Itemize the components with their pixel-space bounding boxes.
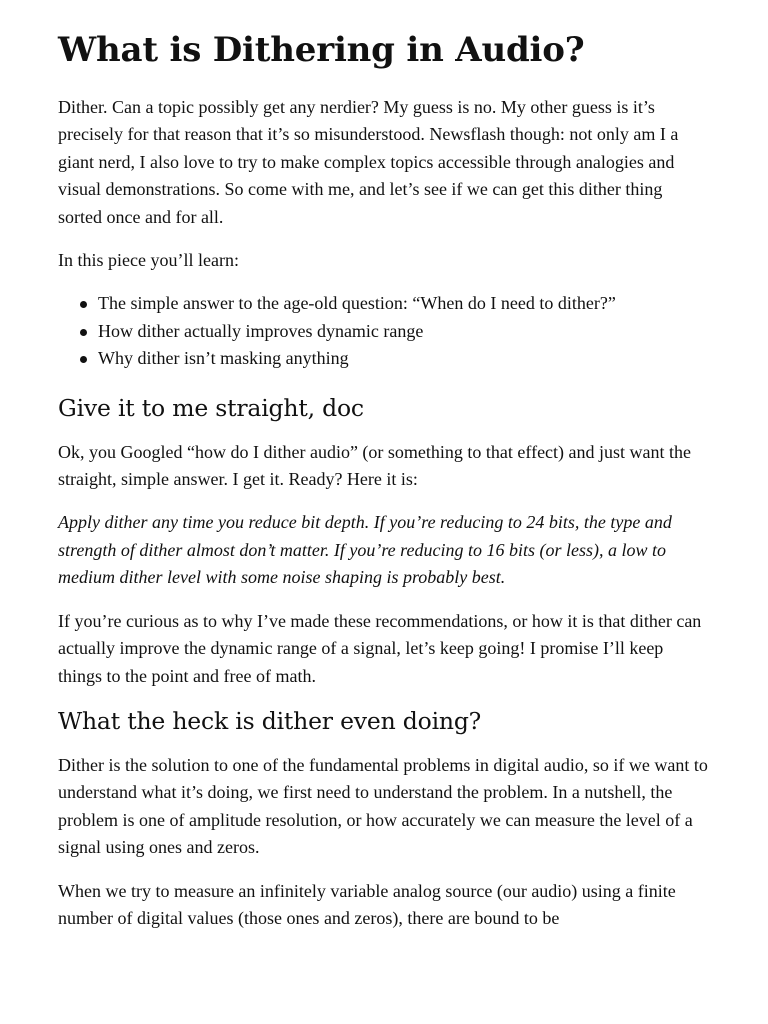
- bullet-icon: [80, 301, 87, 308]
- list-item-text: The simple answer to the age-old question: “When do I need to dither?”: [98, 293, 616, 314]
- intro-paragraph: Dither. Can a topic possibly get any nerdier? My guess is no. My other guess is it’s precisely for that reason that it’s so misunderstood. Newsflash though: not only am I a giant nerd, I also love to try to make complex topics accessible through analogies and visual demonstrations. So come with me, and let’s see if we can get this dither thing sorted once and for all.: [58, 97, 679, 227]
- page-title: What is Dithering in Audio?: [58, 30, 585, 70]
- section2-paragraph-2: When we try to measure an infinitely variable analog source (our audio) using a finite number of digital values (those ones and zeros), there are bound to be: [58, 880, 676, 928]
- list-item: [80, 318, 710, 345]
- bullet-icon: [80, 356, 87, 363]
- learn-list: [58, 290, 710, 372]
- section-heading-what-dither-does: What the heck is dither even doing?: [58, 706, 482, 735]
- bullet-icon: [80, 329, 87, 336]
- list-item: [80, 345, 710, 372]
- list-item: [80, 290, 710, 317]
- list-item-text: How dither actually improves dynamic range: [98, 320, 424, 341]
- section1-paragraph-1: Ok, you Googled “how do I dither audio” (or something to that effect) and just want the straight, simple answer. I get it. Ready? Here it is:: [58, 441, 692, 490]
- section1-paragraph-2: If you’re curious as to why I’ve made these recommendations, or how it is that dither can actually improve the dynamic range of a signal, let’s keep going! I promise I’ll keep things to the point and free of math.: [58, 610, 702, 686]
- list-item-text: Why dither isn’t masking anything: [98, 348, 349, 369]
- recommendation-quote: Apply dither any time you reduce bit depth. If you’re reducing to 24 bits, the type and strength of dither almost don’t matter. If you’re reducing to 16 bits (or less), a low to medium dither level with some noise shaping is probably best.: [58, 512, 672, 588]
- learn-lead: In this piece you’ll learn:: [58, 250, 239, 271]
- section2-paragraph-1: Dither is the solution to one of the fundamental problems in digital audio, so if we want to understand what it’s doing, we first need to understand the problem. In a nutshell, the problem is one of amplitude resolution, or how accurately we can measure the level of a signal using ones and zeros.: [58, 754, 708, 858]
- section-heading-give-it-straight: Give it to me straight, doc: [58, 393, 364, 422]
